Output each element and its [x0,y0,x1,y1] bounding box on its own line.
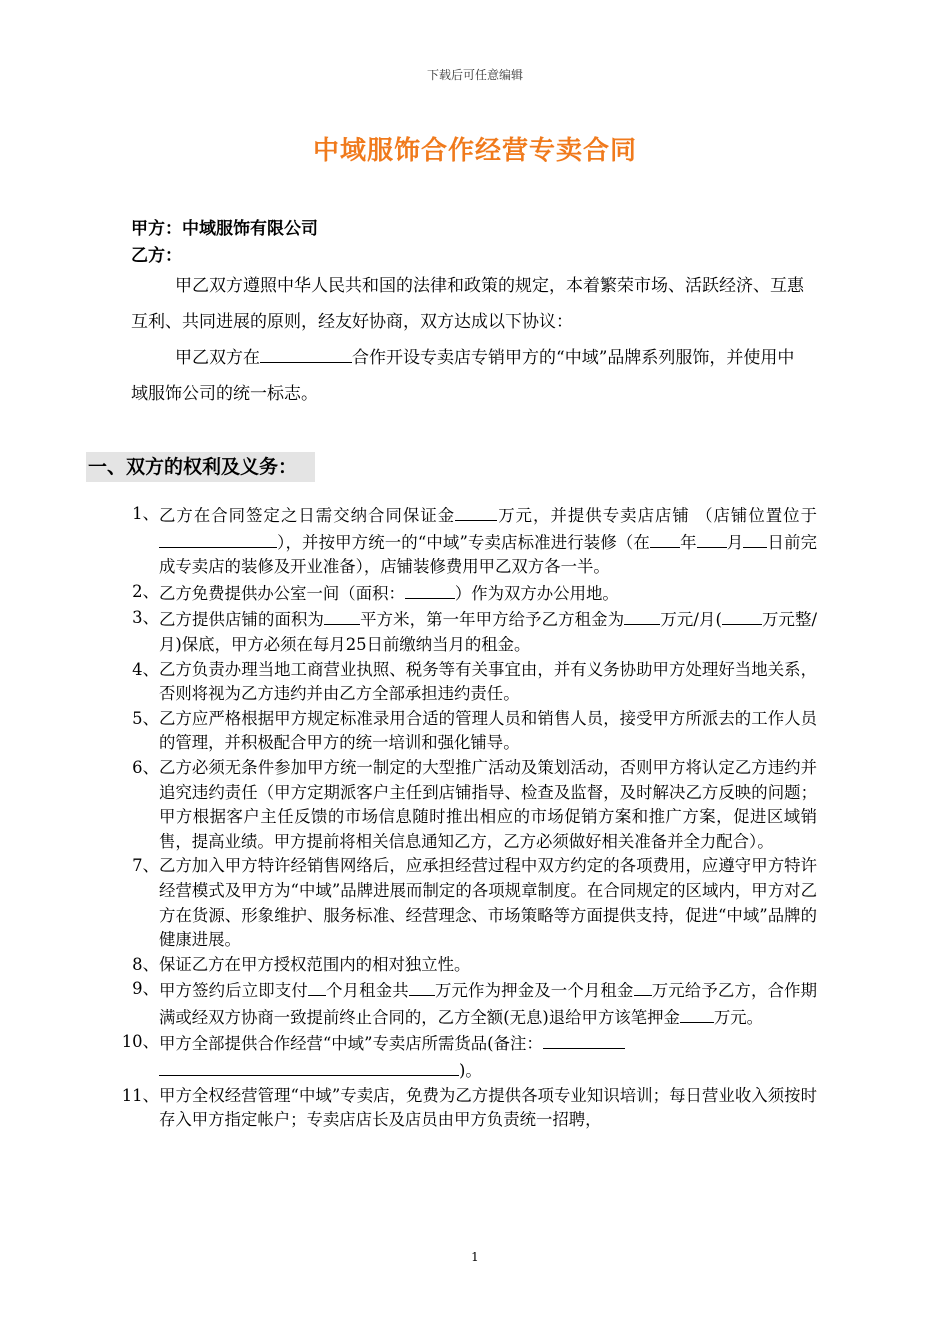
clause-number: 9、 [132,979,159,999]
preamble-text-1: 甲乙双方遵照中华人民共和国的法律和政策的规定，本着繁荣市场、活跃经济、互惠互利、共同进展的原则，经友好协商，双方达成以下协议： [131,276,804,332]
clause-11 [105,1084,817,1133]
blank-line [634,977,652,996]
clause-number: 11、 [121,1085,159,1105]
clause-number: 10、 [121,1032,159,1052]
page-number: 1 [471,1250,479,1264]
document-title: 中域服饰合作经营专卖合同 [312,136,637,166]
clause-body: 乙方必须无条件参加甲方统一制定的大型推广活动及策划活动，否则甲方将认定乙方违约并追究违约责任（甲方定期派客户主任到店铺指导、检查及监督，及时解决乙方反映的问题；甲方根据客户主任反馈的市场信息随时推出相应的市场促销方案和推广方案，促进区域销售，提高业绩。甲方提前将相关信息通知乙方，乙方必须做好相关准备并全力配合）。 [159,757,817,851]
section-heading: 一、双方的权利及义务： [86,452,315,482]
clause-number: 5、 [132,708,159,728]
clause-text: 月 [726,532,744,552]
clause-text: 个月租金共 [325,981,409,1001]
clause-body: 乙方加入甲方特许经销售网络后，应承担经营过程中双方约定的各项费用，应遵守甲方特许经营模式及甲方为“中域”品牌进展而制定的各项规章制度。在合同规定的区域内，甲方对乙方在货源、形象维护、服务标准、经营理念、市场策略等方面提供支持，促进“中域”品牌的健康进展。 [159,856,817,950]
clause-text: 万元。 [713,1007,764,1027]
blank-line [405,580,455,599]
clause-text: 万元，并提供专卖店店铺 （店铺位置位于 [497,506,817,525]
clause-body [159,1030,817,1083]
clause-number: 3、 [132,608,159,628]
clause-text: 年 [679,532,697,552]
clause-3 [105,606,817,657]
clause-number: 6、 [132,757,159,777]
clause-body [159,580,817,607]
clause-text: )。 [459,1061,482,1081]
blank-line [722,606,762,625]
clause-text: 万元/月( [660,610,722,630]
blank-line [159,529,277,548]
blank-line [308,977,326,996]
clause-body: 甲方全权经营管理“中域”专卖店，免费为乙方提供各项专业知识培训；每日营业收入须按时存入甲方指定帐户；专卖店店长及店员由甲方负责统一招聘， [159,1085,817,1130]
clause-text: 日前完成专卖店的装修及开业准备），店铺装修费用甲乙双方各一半。 [159,532,818,577]
blank-line [409,977,435,996]
clause-6 [105,756,817,854]
clause-text: 甲方签约后立即支付 [159,981,308,1001]
clause-text: 平方米，第一年甲方给予乙方租金为 [360,610,625,630]
blank-line [159,1057,459,1076]
blank-line [324,606,360,625]
clause-text: 乙方提供店铺的面积为 [159,610,325,630]
clause-text: ）作为双方办公用地。 [454,583,619,603]
blank-line [650,529,680,548]
clause-body: 乙方应严格根据甲方规定标准录用合适的管理人员和销售人员，接受甲方所派去的工作人员的管理，并积极配合甲方的统一培训和强化铺导。 [159,708,817,753]
clause-7 [105,854,817,952]
clause-5 [105,707,817,756]
blank-line [455,502,497,521]
preamble-paragraph-1 [131,268,811,340]
clause-number: 2、 [132,581,159,601]
party-b: 乙方： [131,246,182,266]
clause-body: 保证乙方在甲方授权范围内的相对独立性。 [159,954,471,974]
preamble-text-2b: 合作开设专卖店专销甲方的“中域”品牌系列服饰，并使用中域服饰公司的统一标志。 [131,348,795,404]
clause-text: 乙方免费提供办公室一间（面积： [159,583,405,603]
clause-body [159,977,817,1030]
clause-text: 万元给予乙方，合作期满或经双方协商一致提前终止合同的，乙方全额(无息)退给甲方该笔押金 [159,981,817,1027]
clause-number: 1、 [132,504,159,523]
clause-10 [105,1030,817,1083]
clause-body: 乙方负责办理当地工商营业执照、税务等有关事宜由，并有义务协助甲方处理好当地关系，否则将视为乙方违约并由乙方全部承担违约责任。 [159,659,817,704]
clause-number: 8、 [132,954,159,974]
preamble-text-2a: 甲乙双方在 [175,348,260,368]
blank-line [680,1004,714,1023]
blank-line [743,529,767,548]
clause-number: 4、 [132,659,159,679]
clause-4 [105,658,817,707]
clause-1 [105,502,817,580]
clause-text: 乙方在合同签定之日需交纳合同保证金 [159,506,456,525]
clause-8 [105,953,817,978]
clause-text: 万元作为押金及一个月租金 [434,981,634,1001]
clause-number: 7、 [132,856,159,876]
clause-2 [105,580,817,607]
blank-line [260,344,352,363]
clause-text: 万元整/月)保底，甲方必须在每月25日前缴纳当月的租金。 [159,610,818,654]
clause-9 [105,977,817,1030]
clause-list [105,502,817,1133]
preamble-paragraph-2 [131,340,811,412]
blank-line [697,529,727,548]
blank-line [543,1030,625,1049]
header-note: 下载后可任意编辑 [426,68,523,82]
clause-text: ），并按甲方统一的“中域”专卖店标准进行装修（在 [277,532,650,552]
blank-line [624,606,660,625]
party-a: 甲方：中域服饰有限公司 [131,219,318,239]
clause-body [159,606,817,657]
clause-text: 甲方全部提供合作经营“中域”专卖店所需货品(备注： [159,1034,543,1054]
clause-body [159,502,817,580]
